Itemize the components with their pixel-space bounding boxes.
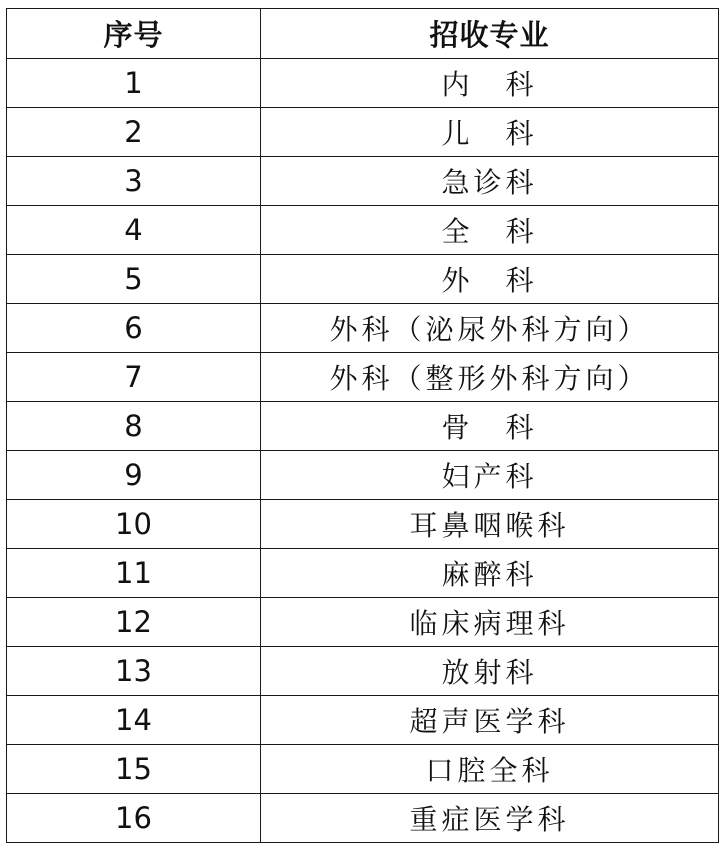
table-row xyxy=(7,353,719,402)
table-row xyxy=(7,598,719,647)
row-major: 全 科 xyxy=(261,206,719,255)
row-major: 耳鼻咽喉科 xyxy=(261,500,719,549)
table-row xyxy=(7,157,719,206)
row-major: 妇产科 xyxy=(261,451,719,500)
row-number: 2 xyxy=(7,108,261,157)
row-number: 10 xyxy=(7,500,261,549)
row-major: 外科（整形外科方向） xyxy=(261,353,719,402)
row-number: 6 xyxy=(7,304,261,353)
row-number: 4 xyxy=(7,206,261,255)
table-row xyxy=(7,794,719,843)
row-major: 内 科 xyxy=(261,59,719,108)
table-row xyxy=(7,255,719,304)
row-number: 16 xyxy=(7,794,261,843)
row-major: 麻醉科 xyxy=(261,549,719,598)
row-number: 14 xyxy=(7,696,261,745)
table-row xyxy=(7,696,719,745)
row-number: 1 xyxy=(7,59,261,108)
header-major: 招收专业 xyxy=(261,9,719,59)
row-major: 重症医学科 xyxy=(261,794,719,843)
table-row xyxy=(7,451,719,500)
table-row xyxy=(7,304,719,353)
majors-table xyxy=(6,8,719,843)
row-number: 15 xyxy=(7,745,261,794)
row-number: 3 xyxy=(7,157,261,206)
row-number: 12 xyxy=(7,598,261,647)
row-major: 外科（泌尿外科方向） xyxy=(261,304,719,353)
table-row xyxy=(7,402,719,451)
row-major: 口腔全科 xyxy=(261,745,719,794)
table-row xyxy=(7,59,719,108)
table-row xyxy=(7,647,719,696)
row-major: 外 科 xyxy=(261,255,719,304)
row-number: 13 xyxy=(7,647,261,696)
header-number: 序号 xyxy=(7,9,261,59)
table-row xyxy=(7,500,719,549)
row-major: 儿 科 xyxy=(261,108,719,157)
table-header-row xyxy=(7,9,719,59)
table-row xyxy=(7,108,719,157)
row-number: 7 xyxy=(7,353,261,402)
row-major: 急诊科 xyxy=(261,157,719,206)
row-number: 11 xyxy=(7,549,261,598)
table-row xyxy=(7,549,719,598)
row-number: 5 xyxy=(7,255,261,304)
table-row xyxy=(7,745,719,794)
row-major: 骨 科 xyxy=(261,402,719,451)
row-major: 放射科 xyxy=(261,647,719,696)
row-number: 8 xyxy=(7,402,261,451)
table-row xyxy=(7,206,719,255)
row-major: 超声医学科 xyxy=(261,696,719,745)
row-number: 9 xyxy=(7,451,261,500)
row-major: 临床病理科 xyxy=(261,598,719,647)
